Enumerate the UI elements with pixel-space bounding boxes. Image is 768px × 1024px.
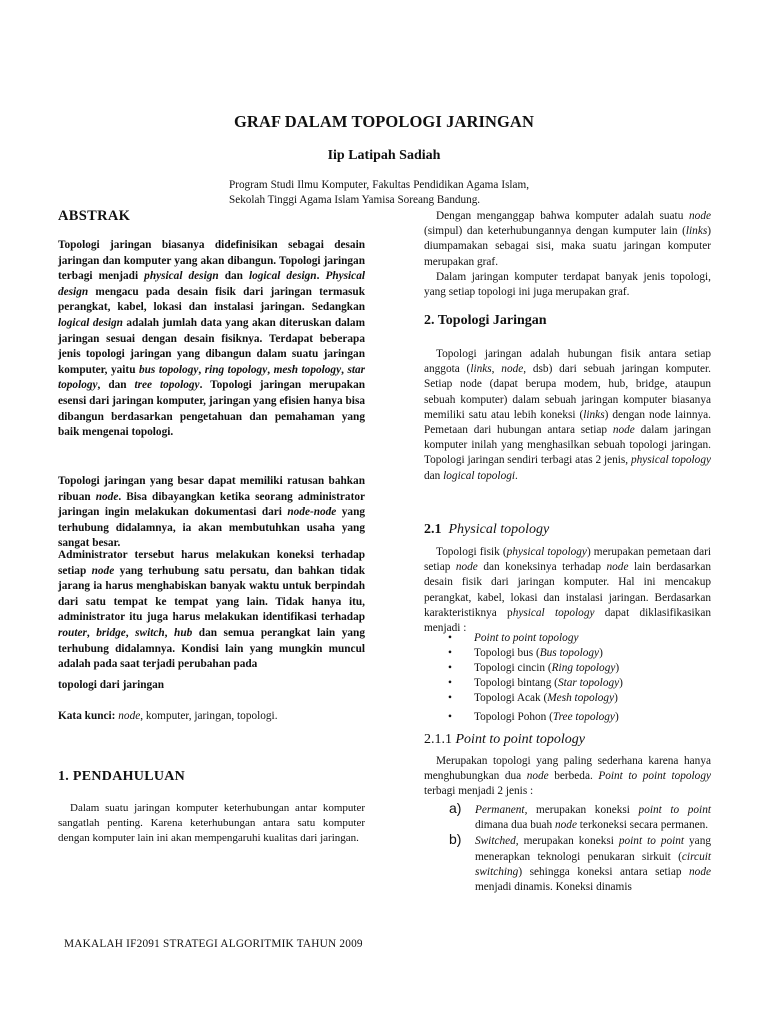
list-item: a) Permanent, merupakan koneksi point to point dimana dua buah node terkoneksi secara permanen. <box>449 800 711 832</box>
section-1-text <box>58 801 365 847</box>
author-name: Iip Latipah Sadiah <box>327 148 441 163</box>
intro-paragraph: Dalam suatu jaringan komputer keterhubungan antar komputer sangatlah penting. Karena keterhubungan antara satu komputer dengan komputer lain ini akan mempengaruhi kualitas dari jaringan. <box>58 802 365 845</box>
keywords <box>58 709 365 725</box>
abstract-paragraph-3-last: topologi dari jaringan <box>58 679 165 691</box>
connection-type-list <box>449 800 711 895</box>
abstract-paragraph-2: Topologi jaringan yang besar dapat memiliki ratusan bahkan ribuan node. Bisa dibayangkan ketika seorang administrator jaringan ingin melakukan dokumentasi dari node-node yang terhubung didalamnya, ia akan membutuhkan usaha yang sangat besar. <box>58 475 366 550</box>
right-intro <box>424 209 711 300</box>
abstract-paragraph-3: Administrator tersebut harus melakukan koneksi terhadap setiap node yang terhubung satu persatu, dan bahkan tidak jarang ia harus menghabiskan banyak waktu untuk berpindah dari satu tempat ke tempat yang lain. Tidak hanya itu, administrator itu juga harus melakukan identifikasi terhadap router, bridge, switch, hub dan semua perangkat lain yang terhubung didalamnya. Kondisi lain yang mungkin muncul adalah pada saat terjadi perubahan pada <box>58 549 365 671</box>
section-2-1-1-paragraph: Merupakan topologi yang paling sederhana karena hanya menghubungkan dua node berbeda. Point to point topology terbagi menjadi 2 jenis : <box>424 755 711 798</box>
section-2-1-1-number: 2.1.1 <box>424 732 452 747</box>
right-intro-paragraph-2: Dalam jaringan komputer terdapat banyak jenis topologi, yang setiap topologi ini juga merupakan graf. <box>424 270 711 299</box>
paper-title: GRAF DALAM TOPOLOGI JARINGAN <box>234 112 534 131</box>
bullet-item: • Topologi cincin (Ring topology) <box>448 662 620 674</box>
section-2-paragraph: Topologi jaringan adalah hubungan fisik antara setiap anggota (links, node, dsb) dari sebuah jaringan komputer. Setiap node (dapat berupa modem, hub, bridge, ataupun sebuah komputer) dalam sebuah jaringan komputer biasanya memiliki satu atau lebih koneksi (links) dengan node lainnya. Pemetaan dari hubungan antara setiap node dalam jaringan komputer inilah yang menghasilkan sebuah topologi jaringan. Topologi jaringan sendiri terbagi atas 2 jenis, physical topology dan logical topologi. <box>424 348 711 482</box>
list-item: b) Switched, merupakan koneksi point to point yang menerapkan teknologi penukaran sirkuit (circuit switching) sehingga koneksi antara setiap node menjadi dinamis. Koneksi dinamis <box>449 831 711 894</box>
bullet-item: • Point to point topology <box>448 632 579 644</box>
right-intro-paragraph-1: Dengan menganggap bahwa komputer adalah suatu node (simpul) dan keterhubungannya dengan kumputer lain (links) diumpamakan sebagai sisi, maka suatu jaringan komputer merupakan graf. <box>424 210 711 268</box>
section-2-heading: 2. Topologi Jaringan <box>424 313 547 328</box>
bullet-item: • Topologi bus (Bus topology) <box>448 647 603 659</box>
keywords-list: node, komputer, jaringan, topologi. <box>118 710 278 722</box>
list-marker: b) <box>449 831 462 848</box>
bullet-item: • Topologi Acak (Mesh topology) <box>448 692 618 704</box>
section-2-1-1-title: Point to point topology <box>455 732 585 747</box>
list-marker: a) <box>449 800 462 816</box>
topology-bullet-list <box>424 631 711 725</box>
section-2-1-heading <box>424 522 549 538</box>
author-affiliation: Program Studi Ilmu Komputer, Fakultas Pendidikan Agama Islam, Sekolah Tinggi Agama Islam Yamisa Soreang Bandung. <box>229 179 529 206</box>
section-2-1-1-heading <box>424 732 585 748</box>
bullet-item: • Topologi bintang (Star topology) <box>448 677 623 689</box>
section-1-heading: 1. PENDAHULUAN <box>58 769 186 784</box>
bullet-item: • Topologi Pohon (Tree topology) <box>448 711 619 723</box>
abstract-heading: ABSTRAK <box>58 208 131 224</box>
page-footer: MAKALAH IF2091 STRATEGI ALGORITMIK TAHUN 2009 <box>64 938 363 950</box>
section-2-1-paragraph: Topologi fisik (physical topology) merupakan pemetaan dari setiap node dan koneksinya terhadap node lain berdasarkan desain fisik dari jaringan komputer. Hal ini mencakup perangkat, kabel, lokasi dan instalasi jaringan. Berdasarkan karakteristiknya physical topology dapat diklasifikasikan menjadi : <box>424 546 711 635</box>
abstract-paragraph-1: Topologi jaringan biasanya didefinisikan sebagai desain jaringan dan komputer yang akan dibangun. Topologi jaringan terbagi menjadi physical design dan logical design. Physical design mengacu pada desain fisik dari jaringan termasuk perangkat, kabel, lokasi dan instalasi jaringan. Sedangkan logical design adalah jumlah data yang akan diteruskan dalam jaringan sesuai dengan desain fisiknya. Terdapat beberapa jenis topologi jaringan yang dibangun dalam suatu jaringan komputer, yaitu bus topology, ring topology, mesh topology, star topology, dan tree topology. Topologi jaringan merupakan esensi dari jaringan komputer, jaringan yang efisien hanya bisa dibangun berdasarkan pengetahuan dan pemahaman yang baik mengenai topologi. <box>58 239 366 439</box>
section-2-1-text <box>424 545 711 636</box>
section-2-1-1-text <box>424 754 711 800</box>
keywords-label: Kata kunci: <box>58 710 116 722</box>
section-2-1-title: Physical topology <box>448 522 550 537</box>
section-2-text <box>424 347 711 484</box>
section-2-1-number: 2.1 <box>424 522 442 537</box>
